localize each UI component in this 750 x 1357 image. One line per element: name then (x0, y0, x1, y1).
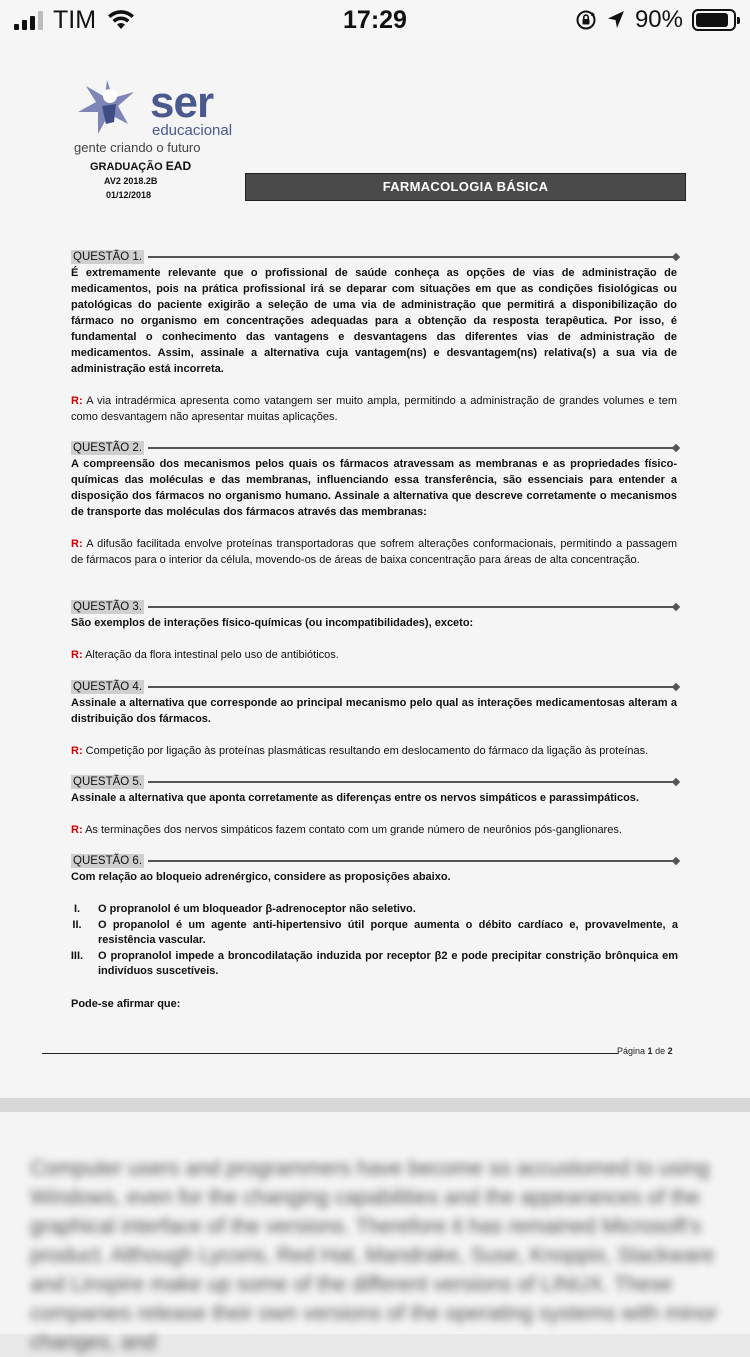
question-rule (148, 686, 677, 688)
ead-label: EAD (165, 159, 192, 173)
status-right (575, 6, 736, 34)
question-label: QUESTÃO 2. (73, 442, 143, 454)
question-answer (71, 393, 677, 425)
question-answer (71, 647, 677, 663)
proposition-text: O propranolol é um bloqueador β-adrenoceptor não seletivo. (98, 903, 416, 915)
question-1 (71, 250, 677, 425)
proposition-text: O propranolol impede a broncodilatação induzida por receptor β2 e pode precipitar constrição brônquica em indivíduos suscetíveis. (98, 950, 678, 977)
page-separator (0, 1098, 750, 1112)
proposition-number: II. (72, 919, 82, 931)
question-label: QUESTÃO 5. (73, 776, 143, 788)
answer-text: Competição por ligação às proteínas plasmáticas resultando em deslocamento do fármaco da ligação às proteínas. (85, 745, 649, 757)
question-rule (148, 606, 677, 608)
question-text: A compreensão dos mecanismos pelos quais os fármacos atravessam as membranas e as propriedades físico-químicas das moléculas e das membranas, influenciando essa transferência, são essenciais para entender a disposição dos fármacos no organismo humano. Assinale a alternativa que descreve corretamente o mecanismos de transporte das moléculas dos fármacos através das membranas: (71, 458, 677, 518)
page-total: 2 (667, 1046, 673, 1056)
question-rule (148, 781, 677, 783)
answer-text: A via intradérmica apresenta como vatangem ser muito ampla, permitindo a administração de grandes volumes e tem como desvantagem não apresentar muitas aplicações. (71, 395, 677, 423)
answer-prefix: R: (71, 649, 83, 661)
graduacao-ead (90, 159, 191, 173)
question-rule (148, 256, 677, 258)
de-label: de (655, 1046, 666, 1056)
answer-prefix: R: (71, 538, 83, 550)
course-title: FARMACOLOGIA BÁSICA (245, 173, 686, 201)
battery-icon (692, 9, 736, 31)
battery-fill (696, 13, 728, 27)
carrier-name: TIM (53, 5, 97, 34)
question-answer (71, 822, 677, 838)
question-answer (71, 536, 677, 568)
answer-prefix: R: (71, 395, 83, 407)
status-time: 17:29 (343, 6, 407, 34)
question-answer (71, 743, 677, 759)
question-text: São exemplos de interações físico-químicas (ou incompatibilidades), exceto: (71, 617, 474, 629)
question-text: É extremamente relevante que o profissional de saúde conheça as opções de vias de administração de medicamentos, pois na prática profissional irá se deparar com situações em que as condições fisiológicas ou patológicas do paciente exigirão a seleção de uma via de administração que permitirá a disponibilização do fármaco no organismo em concentrações adequadas para a obtenção da resposta terapêutica. Por isso, é fundamental o conhecimento das vantagens e desvantagens das diferentes vias de administração de medicamentos. Assim, assinale a alternativa cuja vantagem(ns) e desvantagem(ns) relativa(s) a sua via de administração está incorreta. (71, 267, 677, 375)
question-2 (71, 441, 677, 568)
answer-prefix: R: (71, 745, 83, 757)
question-5 (71, 775, 677, 838)
pode-se-afirmar: Pode-se afirmar que: (71, 998, 181, 1010)
proposition-item (56, 918, 678, 948)
exam-code: AV2 2018.2B (104, 176, 158, 186)
question-text: Assinale a alternativa que corresponde ao principal mecanismo pelo qual as interações medicamentosas alteram a distribuição dos fármacos. (71, 697, 677, 725)
document-page[interactable] (0, 40, 750, 1098)
logo-figure-icon (76, 78, 138, 138)
graduacao-label: GRADUAÇÃO (90, 161, 163, 173)
question-rule (148, 447, 677, 449)
answer-prefix: R: (71, 824, 83, 836)
footer-rule (42, 1053, 618, 1054)
question-text: Assinale a alternativa que aponta corretamente as diferenças entre os nervos simpáticos e parassimpáticos. (71, 792, 639, 804)
propositions-list (56, 902, 678, 980)
pagina-label: Página (617, 1046, 646, 1056)
question-6 (71, 854, 677, 885)
question-4 (71, 680, 677, 759)
battery-percent: 90% (634, 6, 683, 33)
question-label: QUESTÃO 1. (73, 251, 143, 263)
logo-subtitle: educacional (152, 122, 233, 139)
question-label: QUESTÃO 6. (73, 855, 143, 867)
proposition-item (56, 949, 678, 979)
next-page-preview[interactable] (0, 1112, 750, 1354)
location-arrow-icon (606, 9, 626, 31)
question-label: QUESTÃO 4. (73, 681, 143, 693)
logo-wordmark: ser (150, 78, 214, 127)
status-bar (0, 0, 750, 40)
proposition-number: III. (70, 950, 84, 962)
question-rule (148, 860, 677, 862)
answer-text: Alteração da flora intestinal pelo uso de antibióticos. (85, 649, 339, 661)
blurred-text: Computer users and programmers have become so accustomed to using Windows, even for the changing capabilities and the appearances of the graphical interface of the versions. Therefore it has remained Microsoft's product. Although Lycoris, Red Hat, Mandrake, Suse, Knoppix, Slackware and Linspire make up some of the different versions of LINUX. These companies release their own versions of the operating systems with minor changes, and (30, 1157, 718, 1354)
answer-text: As terminações dos nervos simpáticos fazem contato com um grande número de neurônios pós-ganglionares. (85, 824, 622, 836)
proposition-text: O propanolol é um agente anti-hipertensivo útil porque aumenta o débito cardíaco e, provavelmente, a resistência vascular. (98, 919, 678, 946)
proposition-number: I. (73, 903, 81, 915)
rotation-lock-icon (575, 9, 597, 31)
page-number (617, 1046, 673, 1056)
question-3 (71, 600, 677, 663)
page-current: 1 (647, 1046, 653, 1056)
ser-educacional-logo (74, 78, 233, 158)
logo-tagline: gente criando o futuro (74, 140, 201, 155)
exam-date: 01/12/2018 (106, 190, 152, 200)
question-text: Com relação ao bloqueio adrenérgico, considere as proposições abaixo. (71, 871, 451, 883)
question-label: QUESTÃO 3. (73, 601, 143, 613)
answer-text: A difusão facilitada envolve proteínas transportadoras que sofrem alterações conformacionais, permitindo a passagem de fármacos para o interior da célula, movendo-os de áreas de baixa concentração para áreas de alta concentração. (71, 538, 677, 566)
proposition-item (56, 902, 678, 917)
